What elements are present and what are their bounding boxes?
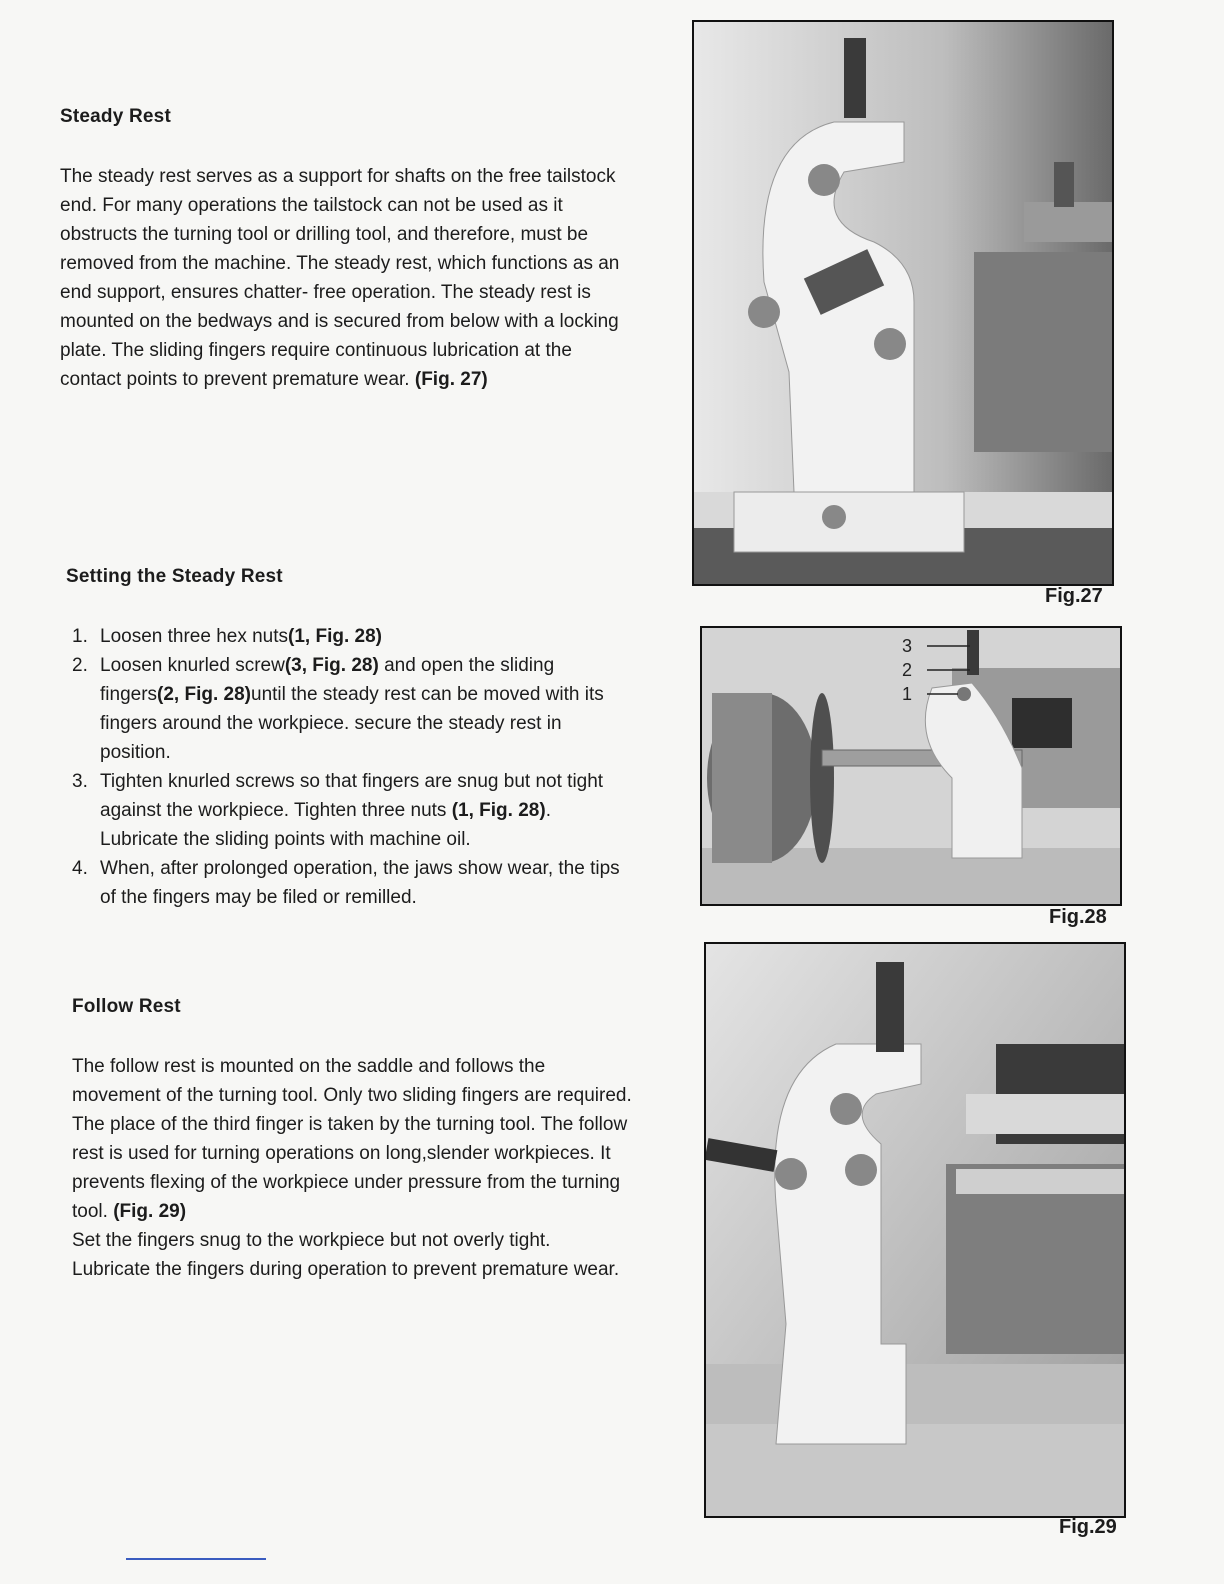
fig27-caption: Fig.27 — [1045, 585, 1103, 607]
setting-steps-list — [66, 622, 626, 912]
callout-1: 1 — [902, 684, 913, 704]
follow-rest-body: The follow rest is mounted on the saddle and follows the movement of the turning tool. Only two sliding fingers are required. The place of the third finger is taken by the turning tool. The follow rest is used for turning operations on long,slender workpieces. It prevents flexing of the workpiece under pressure from the turning tool. (Fig. 29) — [72, 1056, 632, 1222]
fig27-reference: (Fig. 27) — [414, 369, 488, 390]
fig27-photo — [692, 20, 1114, 586]
fig29-photo — [704, 942, 1126, 1518]
steady-rest-body: The steady rest serves as a support for shafts on the free tailstock end. For many operations the tailstock can not be used as it obstructs the turning tool or drilling tool, and therefore, must be removed from the machine. The steady rest, which functions as an end support, ensures chatter- free operation. The steady rest is mounted on the bedways and is secured from below with a locking plate. The sliding fingers require continuous lubrication at the contact points to prevent premature wear. (Fig. 27) — [60, 166, 620, 390]
setting-steady-rest-section — [66, 566, 626, 912]
setting-heading: Setting the Steady Rest — [66, 566, 283, 587]
list-item: 1. Loosen three hex nuts(1, Fig. 28) — [72, 626, 382, 647]
list-item: 3. Tighten knurled screws so that fingers are snug but not tight against the workpiece. Tighten three nuts (1, Fig. 28). Lubricate the sliding points with machine oil. — [72, 771, 604, 850]
follow-rest-body-2: Set the fingers snug to the workpiece but not overly tight. Lubricate the fingers during operation to prevent premature wear. — [72, 1230, 620, 1280]
callout-3: 3 — [902, 636, 913, 656]
list-item: 2. Loosen knurled screw(3, Fig. 28) and open the sliding fingers(2, Fig. 28)until the steady rest can be moved with its fingers around the workpiece. secure the steady rest in position. — [72, 655, 604, 763]
steady-rest-section — [60, 106, 620, 394]
fig29-reference: (Fig. 29) — [113, 1201, 187, 1222]
callout-2: 2 — [902, 660, 913, 680]
follow-rest-heading: Follow Rest — [72, 996, 181, 1017]
list-item: 4. When, after prolonged operation, the jaws show wear, the tips of the fingers may be filed or remilled. — [72, 858, 620, 908]
fig29-caption: Fig.29 — [1059, 1516, 1117, 1538]
fig28-photo — [700, 626, 1122, 906]
steady-rest-heading: Steady Rest — [60, 106, 171, 127]
footer-rule — [126, 1558, 266, 1560]
fig28-caption: Fig.28 — [1049, 906, 1107, 928]
follow-rest-section — [72, 996, 632, 1284]
